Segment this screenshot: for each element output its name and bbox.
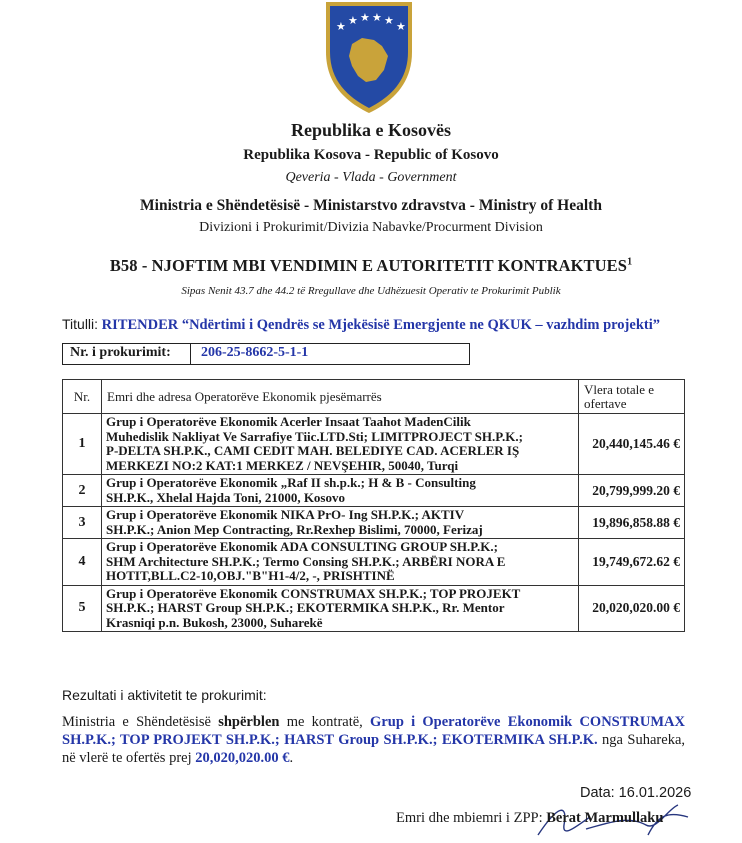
bids-table <box>62 379 685 632</box>
zpp-signatory <box>396 810 663 827</box>
coat-of-arms-emblem <box>322 0 416 115</box>
operator-description <box>102 585 579 632</box>
operator-description-line: SH.P.K., Xhelal Hajda Toni, 21000, Kosovo <box>106 489 345 505</box>
operator-description-line: P-DELTA SH.P.K., CAMI CEDIT MAH. BELEDIYE CAD. ACERLER IŞ <box>106 443 520 458</box>
document-title-text: B58 - NJOFTIM MBI VENDIMIN E AUTORITETIT KONTRAKTUES <box>109 256 628 275</box>
tender-title-line <box>62 316 660 334</box>
operator-description-line: MERKEZI NO:2 KAT:1 MERKEZ / NEVŞEHIR, 50040, Turqi <box>106 457 459 473</box>
svg-text:★: ★ <box>396 20 406 33</box>
award-text-4: . <box>289 750 294 766</box>
header-value: Vlera totale e ofertave <box>579 380 685 414</box>
operator-description-line: SH.P.K.; Anion Mep Contracting, Rr.Rexhep Bislimi, 70000, Ferizaj <box>106 521 483 537</box>
operator-description-line: Grup i Operatorëve Ekonomik CONSTRUMAX SH.P.K.; TOP PROJEKT <box>106 585 521 601</box>
row-number: 3 <box>63 507 102 539</box>
procurement-number-box <box>62 343 470 365</box>
table-row <box>63 475 685 507</box>
operator-description <box>102 475 579 507</box>
offer-value: 20,799,999.20 € <box>579 475 685 507</box>
table-row <box>63 507 685 539</box>
document-date: Data: 16.01.2026 <box>580 785 692 801</box>
award-text-3: nga Suhareka, në vlerë te ofertës prej <box>62 732 686 766</box>
header-nr: Nr. <box>63 380 102 414</box>
operator-description-line: Krasniqi p.n. Bukosh, 23000, Suharekë <box>106 614 323 630</box>
operator-description <box>102 414 579 475</box>
operator-description-line: Grup i Operatorëve Ekonomik NIKA PrO- Ing SH.P.K.; AKTIV <box>106 507 465 522</box>
document-title <box>0 256 742 276</box>
ministry-name: Ministria e Shëndetësisë - Ministarstvo zdravstva - Ministry of Health <box>140 197 602 214</box>
operator-description-line: HOTIT,BLL.C2-10,OBJ."B"H1-4/2, -, PRISHTINË <box>106 568 395 583</box>
operator-description-line: Muhedislik Nakliyat Ve Sarrafiye Tiic.LTD.Sti; LIMITPROJECT SH.P.K.; <box>106 428 523 444</box>
operator-description <box>102 507 579 539</box>
operator-description-line: Grup i Operatorëve Ekonomik Acerler Insaat Taahot MadenCilik <box>106 414 471 429</box>
table-row <box>63 414 685 475</box>
offer-value: 20,440,145.46 € <box>579 414 685 475</box>
svg-text:★: ★ <box>360 11 370 24</box>
zpp-label: Emri dhe mbiemri i ZPP: <box>396 810 547 826</box>
award-amount: 20,020,020.00 € <box>195 750 290 766</box>
offer-value: 20,020,020.00 € <box>579 585 685 632</box>
svg-text:★: ★ <box>348 14 358 27</box>
operator-description-line: SHM Architecture SH.P.K.; Termo Consing SH.P.K.; ARBËRI NORA E <box>106 553 506 569</box>
operator-description-line: Grup i Operatorëve Ekonomik „Raf II sh.p.k.; H & B - Consulting <box>106 475 476 490</box>
award-text-1: Ministria e Shëndetësisë <box>62 714 219 730</box>
division-name: Divizioni i Prokurimit/Divizia Nabavke/Procurment Division <box>199 220 543 235</box>
legal-basis: Sipas Nenit 43.7 dhe 44.2 të Rregullave dhe Udhëzuesit Operativ te Prokurimit Publik <box>181 285 561 297</box>
svg-text:★: ★ <box>336 20 346 33</box>
procurement-number-label: Nr. i prokurimit: <box>63 344 191 364</box>
tender-title-value: RITENDER “Ndërtimi i Qendrës se Mjekësisë Emergjente ne QKUK – vazhdim projekti” <box>101 317 660 333</box>
government-line: Qeveria - Vlada - Government <box>285 170 457 185</box>
country-name: Republika e Kosovës <box>290 120 452 140</box>
country-name-alt: Republika Kosova - Republic of Kosovo <box>243 147 499 163</box>
footnote-mark: 1 <box>627 256 633 268</box>
award-paragraph <box>62 713 685 767</box>
header-operator: Emri dhe adresa Operatorëve Ekonomik pjesëmarrës <box>102 380 579 414</box>
procurement-number-value: 206-25-8662-5-1-1 <box>201 345 309 360</box>
svg-text:★: ★ <box>384 14 394 27</box>
offer-value: 19,896,858.88 € <box>579 507 685 539</box>
result-label: Rezultati i aktivitetit te prokurimit: <box>62 687 267 703</box>
row-number: 2 <box>63 475 102 507</box>
offer-value: 19,749,672.62 € <box>579 539 685 586</box>
operator-description-line: SH.P.K.; HARST Group SH.P.K.; EKOTERMIKA SH.P.K., Rr. Mentor <box>106 600 505 615</box>
winning-operator: Grup i Operatorëve Ekonomik CONSTRUMAX SH.P.K.; TOP PROJEKT SH.P.K.; HARST Group SH.P.K.; EKOTERMIKA SH.P.K. <box>62 714 685 748</box>
operator-description <box>102 539 579 586</box>
table-header-row <box>63 380 685 414</box>
row-number: 4 <box>63 539 102 586</box>
operator-description-line: Grup i Operatorëve Ekonomik ADA CONSULTING GROUP SH.P.K.; <box>106 539 498 554</box>
award-text-2: me kontratë, <box>279 714 371 730</box>
table-row <box>63 539 685 586</box>
row-number: 1 <box>63 414 102 475</box>
zpp-name: Berat Marmullaku <box>546 810 664 826</box>
tender-title-label: Titulli: <box>62 316 99 332</box>
row-number: 5 <box>63 585 102 632</box>
award-verb: shpërblen <box>218 714 280 730</box>
svg-text:★: ★ <box>372 11 382 24</box>
table-row <box>63 585 685 632</box>
